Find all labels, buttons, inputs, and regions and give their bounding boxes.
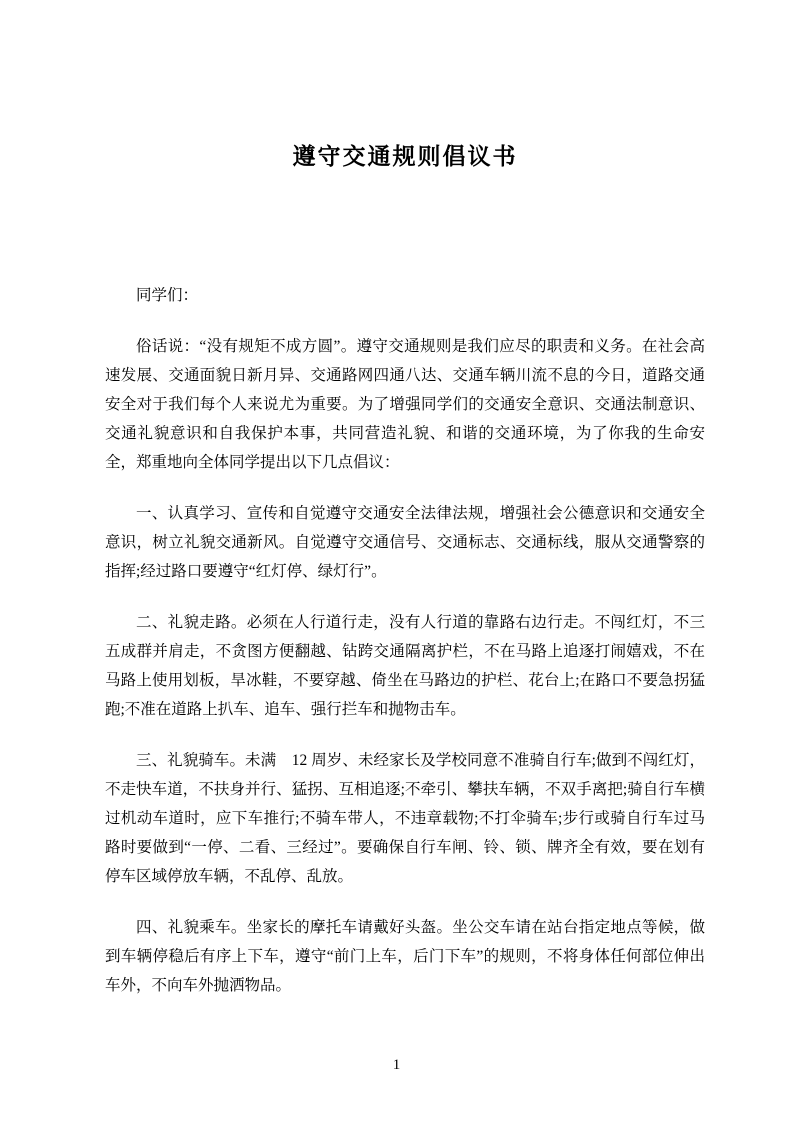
salutation: 同学们：: [136, 287, 199, 304]
paragraph-item-4: 四、礼貌乘车。坐家长的摩托车请戴好头盔。坐公交车请在站台指定地点等候，做到车辆停稳后有序上下车，遵守“前门上车，后门下车”的规则，不将身体任何部位伸出车外，不向车外抛洒物品。: [105, 919, 705, 994]
paragraph-intro: 俗话说：“没有规矩不成方圆”。遵守交通规则是我们应尽的职责和义务。在社会高速发展、交通面貌日新月异、交通路网四通八达、交通车辆川流不息的今日，道路交通安全对于我们每个人来说尤为重要。为了增强同学们的交通安全意识、交通法制意识、交通礼貌意识和自我保护本事，共同营造礼貌、和谐的交通环境，为了你我的生命安全，郑重地向全体同学提出以下几点倡议：: [105, 338, 705, 471]
paragraph-item-3: 三、礼貌骑车。未满 12 周岁、未经家长及学校同意不准骑自行车;做到不闯红灯，不走快车道，不扶身并行、猛拐、互相追逐;不牵引、攀扶车辆，不双手离把;骑自行车横过机动车道时，应下车推行;不骑车带人，不违章载物;不打伞骑车;步行或骑自行车过马路时要做到“一停、二看、三经过”。要确保自行车闸、铃、锁、牌齐全有效，要在划有停车区域停放车辆，不乱停、乱放。: [105, 752, 705, 885]
paragraph-item-2: 二、礼貌走路。必须在人行道行走，没有人行道的靠路右边行走。不闯红灯，不三五成群并肩走，不贪图方便翻越、钻跨交通隔离护栏，不在马路上追逐打闹嬉戏，不在马路上使用划板，旱冰鞋，不要穿越、倚坐在马路边的护栏、花台上;在路口不要急拐猛跑;不准在道路上扒车、追车、强行拦车和抛物击车。: [105, 614, 705, 718]
page-number: 1: [392, 1057, 401, 1073]
document-title: 遵守交通规则倡议书: [292, 143, 518, 169]
paragraph-item-1: 一、认真学习、宣传和自觉遵守交通安全法律法规，增强社会公德意识和交通安全意识，树立礼貌交通新风。自觉遵守交通信号、交通标志、交通标线，服从交通警察的指挥;经过路口要遵守“红灯停、绿灯行”。: [105, 505, 705, 580]
page-footer: [0, 1057, 793, 1074]
